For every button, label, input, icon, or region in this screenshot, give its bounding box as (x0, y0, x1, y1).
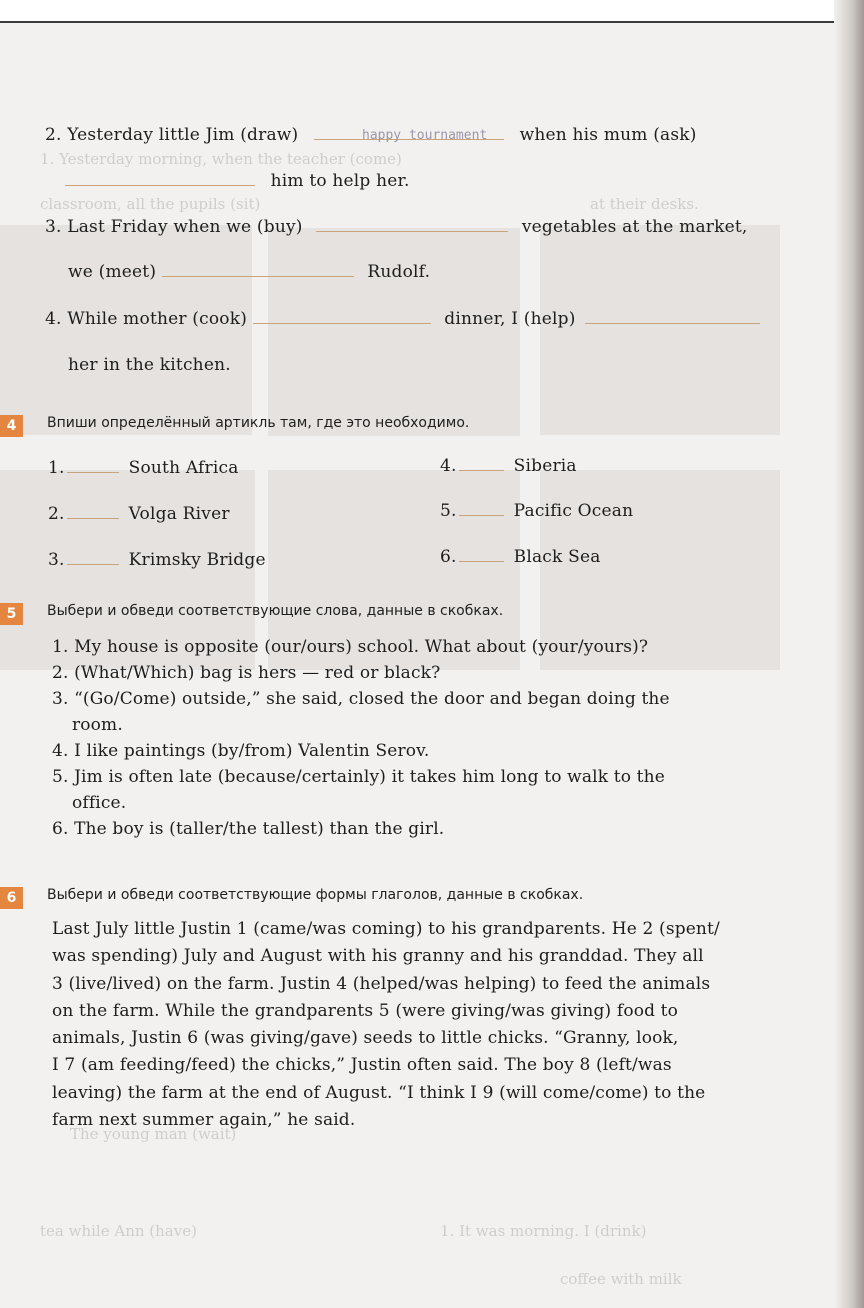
bleed-through-photo (0, 225, 252, 435)
ex4-item (48, 457, 239, 479)
answer-blank[interactable] (67, 550, 119, 565)
ex5-line: 2. (What/Which) bag is hers — red or black? (52, 663, 441, 683)
exercise-number-badge: 6 (0, 887, 23, 909)
ex4-item (440, 546, 601, 568)
ex4-item-number: 6. (440, 547, 457, 567)
bleed-through-photo (540, 225, 780, 435)
ex3-item-2-text-end: when his mum (ask) (519, 125, 697, 145)
ex3-item-3-line1 (45, 216, 748, 238)
ex6-line: animals, Justin 6 (was giving/gave) seeds to little chicks. “Granny, look, (52, 1028, 679, 1049)
bleed-through-text: at their desks. (590, 195, 699, 213)
ex4-item-text: Black Sea (513, 547, 601, 567)
ex3-item-4-line2 (68, 354, 231, 376)
ex6-line: leaving) the farm at the end of August. “I think I 9 (will come/come) to the (52, 1082, 706, 1103)
bleed-through-text: The young man (wait) (70, 1125, 237, 1143)
ex3-item-3-text-end: vegetables at the market, (521, 217, 748, 237)
ex3-item-3-text: 3. Last Friday when we (buy) (45, 217, 303, 237)
ex5-line: 4. I like paintings (by/from) Valentin Serov. (52, 741, 430, 761)
ex4-item-text: South Africa (128, 458, 239, 478)
answer-blank[interactable] (316, 217, 508, 232)
answer-blank[interactable] (67, 458, 119, 473)
ex6-line: on the farm. While the grandparents 5 (were giving/was giving) food to (52, 1000, 679, 1021)
ex6-line: farm next summer again,” he said. (52, 1110, 356, 1131)
handwritten-answer: happy tournament (362, 128, 488, 143)
ex4-item-text: Pacific Ocean (513, 501, 634, 521)
ex3-item-2-line2 (65, 170, 410, 192)
ex4-item-text: Volga River (128, 504, 230, 524)
answer-blank[interactable] (459, 456, 504, 471)
answer-blank[interactable] (162, 262, 354, 277)
ex6-line: 3 (live/lived) on the farm. Justin 4 (helped/was helping) to feed the animals (52, 973, 711, 994)
bleed-through-text: 1. Yesterday morning, when the teacher (come) (40, 150, 402, 168)
ex4-item-number: 1. (48, 458, 65, 478)
ex4-item-text: Siberia (513, 456, 577, 476)
ex4-item (440, 455, 577, 477)
ex4-item (48, 503, 230, 525)
ex4-item (440, 500, 633, 522)
answer-blank[interactable] (585, 309, 760, 324)
bleed-through-text: coffee with milk (560, 1270, 682, 1288)
exercise-number-badge: 4 (0, 415, 23, 437)
ex3-item-4-text: 4. While mother (cook) (45, 309, 248, 329)
ex5-line: 5. Jim is often late (because/certainly) it takes him long to walk to the (52, 767, 665, 787)
page-top-margin (0, 0, 864, 22)
page-spine-shadow (834, 0, 864, 1308)
ex4-item-text: Krimsky Bridge (128, 550, 266, 570)
bleed-through-photo (268, 228, 520, 436)
ex3-item-3-text2: we (meet) (68, 262, 157, 282)
exercise-instruction: Выбери и обведи соответствующие формы глаголов, данные в скобках. (47, 887, 584, 903)
ex4-item-number: 5. (440, 501, 457, 521)
ex6-line: was spending) July and August with his granny and his granddad. They all (52, 946, 704, 967)
ex5-line: 1. My house is opposite (our/ours) school. What about (your/yours)? (52, 637, 649, 657)
ex3-item-4-text2: her in the kitchen. (68, 355, 231, 375)
ex6-text (52, 916, 787, 1134)
ex5-line: 6. The boy is (taller/the tallest) than the girl. (52, 819, 445, 839)
ex3-item-3-text2-end: Rudolf. (367, 262, 431, 282)
ex3-item-2-text: 2. Yesterday little Jim (draw) (45, 125, 299, 145)
ex5-items (52, 634, 787, 842)
bleed-through-text: tea while Ann (have) (40, 1222, 197, 1240)
answer-blank[interactable] (253, 309, 431, 324)
ex3-item-4-line1 (45, 308, 760, 330)
ex6-line: Last July little Justin 1 (came/was coming) to his grandparents. He 2 (spent/ (52, 919, 720, 939)
answer-blank[interactable] (65, 171, 255, 186)
ex4-item-number: 4. (440, 456, 457, 476)
ex3-item-4-text-mid: dinner, I (help) (444, 309, 576, 329)
ex4-item-number: 2. (48, 504, 65, 524)
ex5-line: room. (72, 715, 123, 735)
ex5-line: office. (72, 793, 127, 813)
answer-blank[interactable] (459, 547, 504, 562)
answer-blank[interactable] (459, 501, 504, 516)
ex4-item-number: 3. (48, 550, 65, 570)
exercise-instruction: Выбери и обведи соответствующие слова, данные в скобках. (47, 603, 504, 619)
exercise-number-badge: 5 (0, 603, 23, 625)
bleed-through-text: classroom, all the pupils (sit) (40, 195, 261, 213)
exercise-instruction: Впиши определённый артикль там, где это необходимо. (47, 415, 470, 431)
bleed-through-text: 1. It was morning. I (drink) (440, 1222, 647, 1240)
ex3-item-3-line2 (68, 261, 430, 283)
page-edge-line (0, 21, 834, 23)
ex3-item-2-text2: him to help her. (270, 171, 410, 191)
ex4-item (48, 549, 266, 571)
ex6-line: I 7 (am feeding/feed) the chicks,” Justin often said. The boy 8 (left/was (52, 1055, 672, 1076)
ex5-line: 3. “(Go/Come) outside,” she said, closed the door and began doing the (52, 689, 670, 709)
answer-blank[interactable] (67, 504, 119, 519)
